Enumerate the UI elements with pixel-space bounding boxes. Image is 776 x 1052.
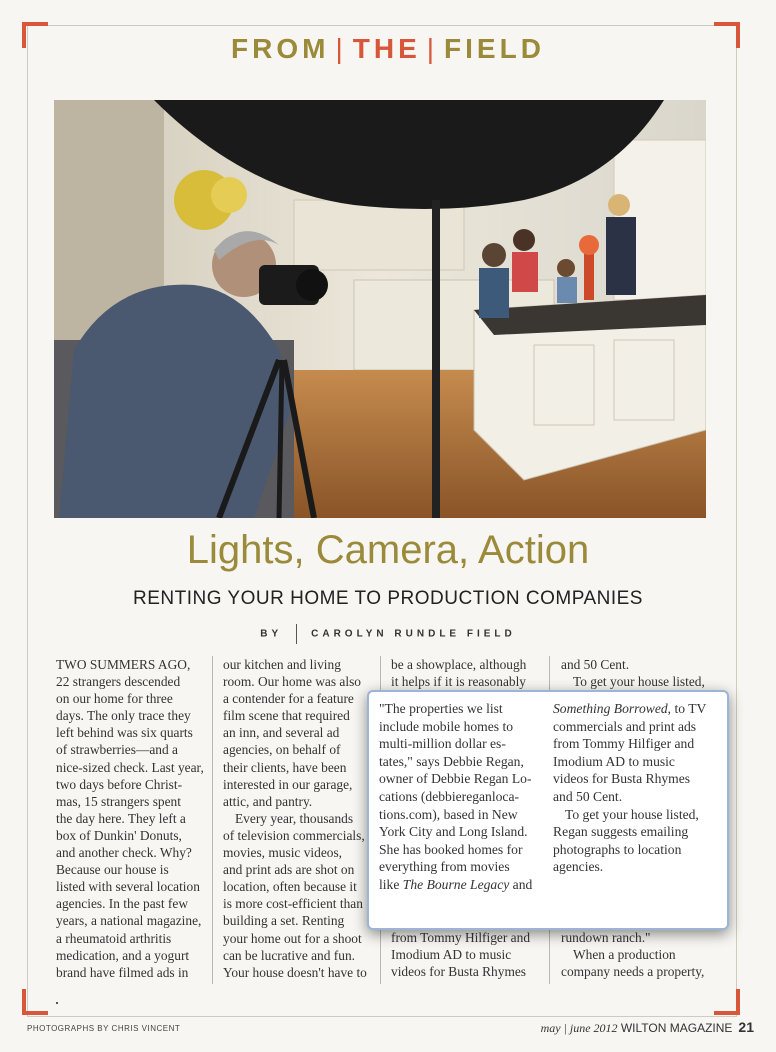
body-line: agencies. In the past few (56, 896, 188, 912)
kitchen-photo-shoot-image (54, 100, 706, 518)
body-line: it helps if it is reasonably (391, 674, 526, 690)
section-header (0, 33, 776, 65)
body-line: mas, 15 strangers spent (56, 793, 181, 809)
body-line: and print ads are shot on (223, 862, 355, 878)
callout-line: videos for Busta Rhymes (553, 771, 691, 787)
header-word: FIELD (444, 33, 545, 64)
body-line: attic, and pantry. (223, 793, 313, 809)
callout-text: like (379, 876, 400, 892)
byline-author: CAROLYN RUNDLE FIELD (311, 628, 516, 640)
callout-line: from Tommy Hilfiger and (553, 736, 695, 752)
corner-mark (22, 989, 48, 1015)
body-line: a rheumatoid arthritis (56, 930, 172, 946)
callout-text: and (509, 876, 533, 892)
page-footer (541, 1019, 754, 1036)
body-line: can be lucrative and fun. (223, 947, 355, 963)
body-line: the day here. They left a (56, 810, 186, 826)
body-line: When a production (573, 947, 676, 963)
callout-line: everything from movies (379, 859, 510, 875)
header-word: THE (352, 33, 421, 64)
callout-line (553, 700, 719, 718)
callout-line: To get your house listed, (565, 806, 699, 822)
article-headline: Lights, Camera, Action (186, 528, 590, 572)
callout-line: tions.com), based in New (379, 806, 518, 822)
column-rule (212, 656, 213, 984)
body-line: from Tommy Hilfiger and (391, 930, 531, 946)
article-column-3 (391, 656, 537, 690)
body-line: interested in our garage, (223, 776, 353, 792)
callout-line: She has booked homes for (379, 841, 523, 857)
body-line: box of Dunkin' Donuts, (56, 827, 182, 843)
photo-credit: PHOTOGRAPHS BY CHRIS VINCENT (27, 1024, 181, 1033)
body-line: your home out for a shoot (223, 930, 362, 946)
body-line: of television commercials, (223, 827, 365, 843)
body-line: company needs a property, (561, 964, 705, 980)
body-line: on our home for three (56, 691, 173, 707)
callout-left-column (379, 700, 539, 894)
corner-mark (714, 989, 740, 1015)
page-number: 21 (738, 1019, 754, 1035)
magazine-name: WILTON MAGAZINE (620, 1021, 733, 1035)
header-separator: | (426, 33, 439, 64)
body-line: nice-sized check. Last year, (56, 759, 204, 775)
callout-line: cations (debbiereganloca- (379, 788, 520, 804)
body-line: a contender for a feature (223, 691, 354, 707)
body-line: two days before Christ- (56, 776, 183, 792)
body-line: and 50 Cent. (561, 657, 630, 672)
zoom-callout-box (367, 690, 729, 930)
article-column-2 (223, 656, 369, 981)
body-line: film scene that required (223, 708, 350, 724)
callout-line: Imodium AD to music (553, 753, 675, 769)
body-line: Because our house is (56, 862, 169, 878)
body-line: Imodium AD to music (391, 947, 512, 963)
body-line: listed with several location (56, 879, 200, 895)
issue-date: may | june 2012 (540, 1021, 618, 1035)
body-line: an inn, and several ad (223, 725, 340, 741)
callout-line: and 50 Cent. (553, 788, 623, 804)
body-line: 22 strangers descended (56, 674, 181, 690)
movie-title: Something Borrowed (553, 701, 668, 716)
article-column-4 (561, 656, 707, 690)
movie-title: The Bourne Legacy (402, 876, 510, 892)
callout-line: agencies. (553, 859, 604, 875)
callout-line (379, 876, 539, 894)
body-line: and another check. Why? (56, 845, 192, 861)
byline-divider (296, 624, 297, 644)
body-line: room. Our home was also (223, 674, 361, 690)
header-word: FROM (231, 33, 330, 64)
body-line: brand have filmed ads in (56, 964, 189, 980)
body-line: agencies, on behalf of (223, 742, 341, 758)
callout-line: photographs to location (553, 841, 682, 857)
body-line: left behind was six quarts (56, 725, 193, 741)
body-line: videos for Busta Rhymes (391, 964, 527, 980)
callout-line: multi-million dollar es- (379, 736, 506, 752)
body-line: location, often because it (223, 879, 357, 895)
body-line: To get your house listed, (573, 674, 705, 690)
body-line: movies, music videos, (223, 845, 343, 861)
callout-line: commercials and print ads (553, 718, 697, 734)
callout-line: owner of Debbie Regan Lo- (379, 771, 532, 787)
body-line: our kitchen and living (223, 657, 341, 672)
body-line: years, a national magazine, (56, 913, 202, 929)
body-line: medication, and a yogurt (56, 947, 190, 963)
callout-right-column (553, 700, 719, 876)
callout-line: York City and Long Island. (379, 824, 528, 840)
article-column-1 (56, 656, 204, 981)
body-line: TWO SUMMERS AGO, (56, 657, 191, 672)
article-subhead: RENTING YOUR HOME TO PRODUCTION COMPANIES (133, 588, 643, 609)
article-byline (0, 624, 776, 644)
callout-text: , to TV (667, 701, 707, 716)
callout-line: include mobile homes to (379, 718, 514, 734)
header-separator: | (335, 33, 347, 64)
body-line: Every year, thousands (235, 810, 354, 826)
body-line: is more cost-efficient than (223, 896, 363, 912)
callout-line: Regan suggests emailing (553, 824, 689, 840)
body-line: rundown ranch." (561, 930, 651, 946)
callout-line: tates," says Debbie Regan, (379, 753, 524, 769)
body-line: of strawberries—and a (56, 742, 178, 758)
byline-by: BY (260, 628, 283, 640)
body-line: building a set. Renting (223, 913, 345, 929)
callout-line: "The properties we list (379, 701, 503, 716)
body-line: Your house doesn't have to (223, 964, 367, 980)
body-line: days. The only trace they (56, 708, 191, 724)
body-line: their clients, have been (223, 759, 347, 775)
body-line: be a showplace, although (391, 657, 527, 672)
page-speck (56, 1002, 58, 1004)
